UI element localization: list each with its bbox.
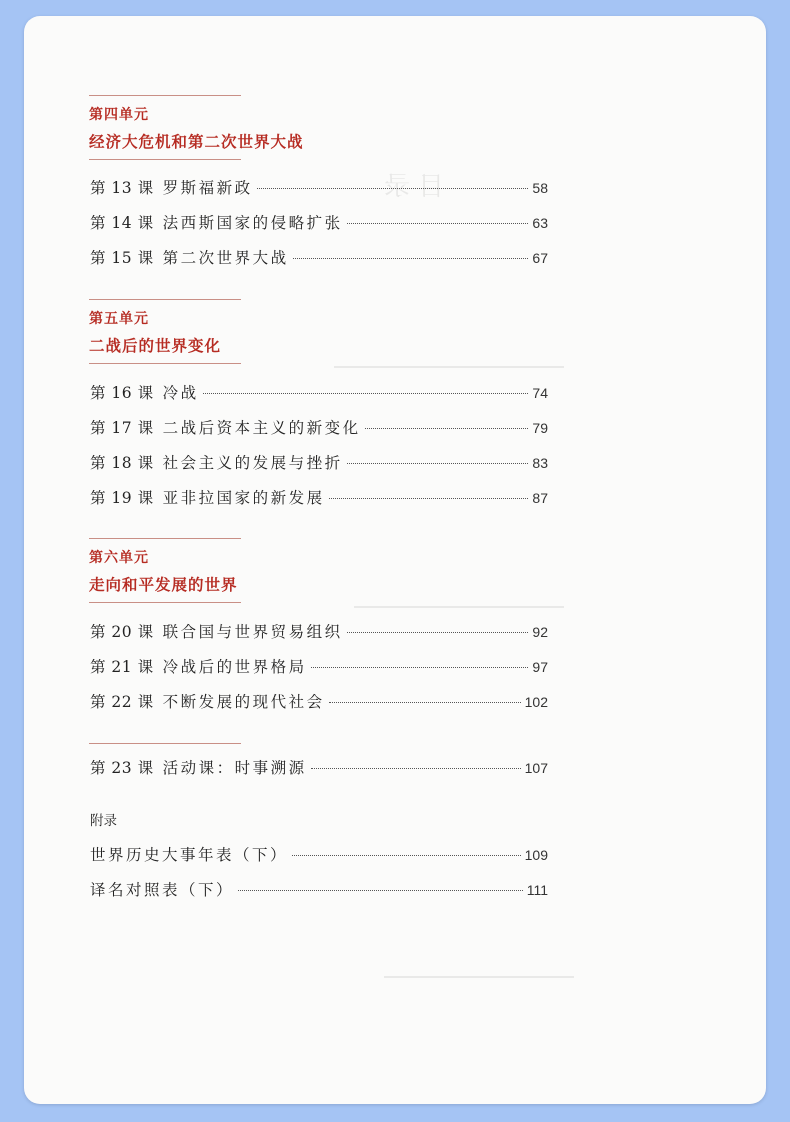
- toc-entry[interactable]: [90, 246, 548, 268]
- lesson-title: 法西斯国家的侵略扩张: [162, 214, 343, 232]
- dot-leader: [329, 498, 529, 499]
- page-number: 111: [526, 882, 548, 898]
- lesson-title: 冷战后的世界格局: [162, 658, 307, 676]
- unit-number: 第六单元: [89, 550, 149, 566]
- dot-leader: [293, 258, 529, 259]
- unit-4-header: [89, 95, 304, 160]
- page-number: 102: [524, 694, 548, 710]
- lesson-title: 活动课：时事溯源: [162, 759, 307, 777]
- unit-title: 走向和平发展的世界: [89, 575, 238, 594]
- dot-leader: [329, 702, 521, 703]
- toc-entry[interactable]: [90, 486, 548, 508]
- toc-entry[interactable]: [90, 756, 548, 778]
- appendix-title: 译名对照表（下）: [90, 881, 235, 899]
- page-number: 74: [532, 385, 548, 401]
- page-number: 92: [532, 624, 548, 640]
- lesson-number: 第 15 课: [90, 249, 154, 267]
- divider: [89, 95, 241, 96]
- lesson-number: 第 14 课: [90, 214, 154, 232]
- page-number: 83: [532, 455, 548, 471]
- lesson-number: 第 19 课: [90, 489, 154, 507]
- divider: [89, 602, 241, 603]
- lesson-number: 第 23 课: [90, 759, 154, 777]
- toc-entry[interactable]: [90, 451, 548, 473]
- unit-5-header: [89, 299, 241, 364]
- page-number: 79: [532, 420, 548, 436]
- show-through-text: 目 录: [384, 172, 445, 202]
- lesson-number: 第 16 课: [90, 384, 154, 402]
- divider: [89, 363, 241, 364]
- toc-page: [24, 16, 766, 1104]
- unit-title: 二战后的世界变化: [89, 336, 222, 355]
- toc-entry[interactable]: [90, 176, 548, 198]
- dot-leader: [292, 855, 521, 856]
- divider: [89, 743, 241, 744]
- unit-number: 第四单元: [89, 107, 149, 123]
- lesson-number: 第 18 课: [90, 454, 154, 472]
- appendix-title: 世界历史大事年表（下）: [90, 846, 289, 864]
- lesson-title: 联合国与世界贸易组织: [162, 623, 343, 641]
- show-through-rule: [384, 976, 574, 978]
- unit-number: 第五单元: [89, 311, 149, 327]
- dot-leader: [311, 667, 529, 668]
- page-number: 67: [532, 250, 548, 266]
- page-number: 109: [524, 847, 548, 863]
- dot-leader: [257, 188, 529, 189]
- lesson-title: 社会主义的发展与挫折: [162, 454, 343, 472]
- lesson-number: 第 22 课: [90, 693, 154, 711]
- toc-entry[interactable]: [90, 416, 548, 438]
- toc-entry[interactable]: [90, 211, 548, 233]
- lesson-title: 冷战: [162, 384, 199, 402]
- show-through-rule: [334, 366, 564, 368]
- lesson-title: 二战后资本主义的新变化: [162, 419, 361, 437]
- toc-entry[interactable]: [90, 381, 548, 403]
- lesson-number: 第 21 课: [90, 658, 154, 676]
- page-number: 97: [532, 659, 548, 675]
- divider: [89, 538, 241, 539]
- toc-entry[interactable]: [90, 878, 548, 900]
- page-number: 58: [532, 180, 548, 196]
- dot-leader: [365, 428, 529, 429]
- toc-entry[interactable]: [90, 655, 548, 677]
- lesson-title: 不断发展的现代社会: [162, 693, 325, 711]
- divider: [89, 159, 241, 160]
- lesson-number: 第 20 课: [90, 623, 154, 641]
- page-number: 87: [532, 490, 548, 506]
- dot-leader: [311, 768, 521, 769]
- dot-leader: [347, 223, 529, 224]
- unit-title: 经济大危机和第二次世界大战: [89, 132, 304, 151]
- lesson-number: 第 17 课: [90, 419, 154, 437]
- dot-leader: [203, 393, 529, 394]
- lesson-title: 第二次世界大战: [162, 249, 289, 267]
- lesson-number: 第 13 课: [90, 179, 154, 197]
- dot-leader: [238, 890, 523, 891]
- show-through-rule: [354, 606, 564, 608]
- dot-leader: [347, 632, 529, 633]
- toc-entry[interactable]: [90, 690, 548, 712]
- lesson-title: 罗斯福新政: [162, 179, 253, 197]
- page-number: 63: [532, 215, 548, 231]
- unit-6-header: [89, 538, 241, 603]
- toc-entry[interactable]: [90, 843, 548, 865]
- page-number: 107: [524, 760, 548, 776]
- toc-entry[interactable]: [90, 620, 548, 642]
- lesson-title: 亚非拉国家的新发展: [162, 489, 325, 507]
- dot-leader: [347, 463, 529, 464]
- divider: [89, 299, 241, 300]
- appendix-heading: 附录: [90, 813, 117, 829]
